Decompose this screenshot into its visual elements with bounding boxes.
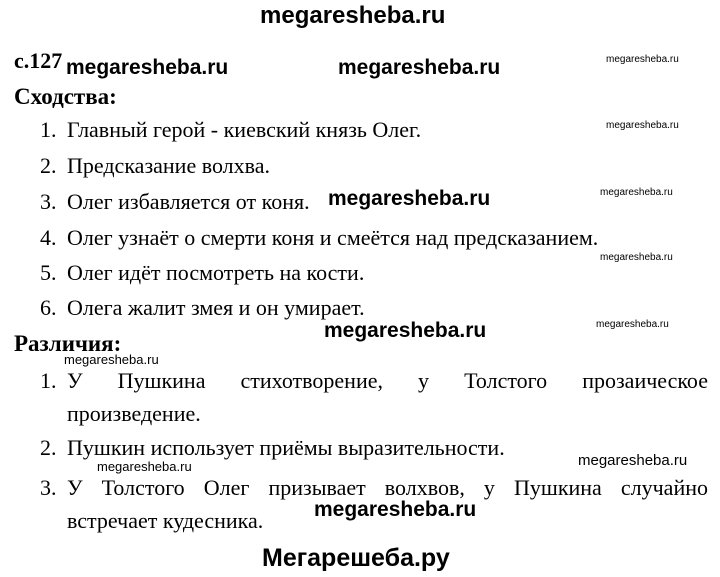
differences-heading: Различия: [14, 331, 122, 356]
watermark: megaresheba.ru [97, 459, 192, 474]
watermark: megaresheba.ru [328, 187, 491, 210]
list-item: Олега жалит змея и он умирает. [67, 295, 365, 320]
watermark: megaresheba.ru [64, 352, 159, 367]
page-reference: с.127 [14, 48, 63, 73]
similarities-heading: Сходства: [14, 84, 117, 109]
word: случайно [620, 475, 708, 500]
footer-watermark: Мегарешеба.ру [262, 544, 450, 572]
watermark: megaresheba.ru [338, 56, 501, 79]
list-item [67, 477, 708, 499]
word: призывает [268, 475, 366, 500]
list-item-number: 6. [40, 295, 57, 320]
list-item-number: 4. [40, 225, 57, 250]
word: у [418, 368, 430, 393]
word: Олег [203, 475, 250, 500]
list-item-continuation: произведение. [67, 401, 201, 426]
list-item: Главный герой - киевский князь Олег. [67, 117, 422, 142]
list-item [67, 370, 708, 392]
list-item-number: 1. [40, 117, 57, 142]
watermark: megaresheba.ru [606, 120, 679, 131]
list-item: Олег идёт посмотреть на кости. [67, 260, 365, 285]
list-item-number: 5. [40, 260, 57, 285]
word: Толстого [464, 368, 548, 393]
word: У [67, 368, 83, 393]
watermark: megaresheba.ru [578, 452, 688, 469]
watermark: megaresheba.ru [606, 54, 679, 65]
header-watermark: megaresheba.ru [260, 2, 446, 29]
word: волхвов, [384, 475, 465, 500]
list-item-number: 3. [40, 189, 57, 214]
word: Пушкина [117, 368, 206, 393]
list-item-continuation: встречает кудесника. [67, 508, 264, 533]
list-item-number: 1. [40, 368, 57, 393]
list-item: Пушкин использует приёмы выразительности. [67, 435, 505, 460]
word: Пушкина [513, 475, 602, 500]
list-item-number: 2. [40, 435, 57, 460]
watermark: megaresheba.ru [600, 252, 673, 263]
watermark: megaresheba.ru [314, 498, 477, 521]
word: У [67, 475, 83, 500]
list-item: Олег узнаёт о смерти коня и смеётся над предсказанием. [67, 225, 599, 250]
word: у [483, 475, 495, 500]
watermark: megaresheba.ru [66, 56, 229, 79]
list-item-number: 3. [40, 475, 57, 500]
word: стихотворение, [240, 368, 383, 393]
word: прозаическое [582, 368, 708, 393]
list-item-number: 2. [40, 153, 57, 178]
word: Толстого [101, 475, 185, 500]
watermark: megaresheba.ru [600, 187, 673, 198]
watermark: megaresheba.ru [324, 319, 487, 342]
list-item: Олег избавляется от коня. [67, 189, 310, 214]
watermark: megaresheba.ru [596, 319, 669, 330]
list-item: Предсказание волхва. [67, 153, 270, 178]
